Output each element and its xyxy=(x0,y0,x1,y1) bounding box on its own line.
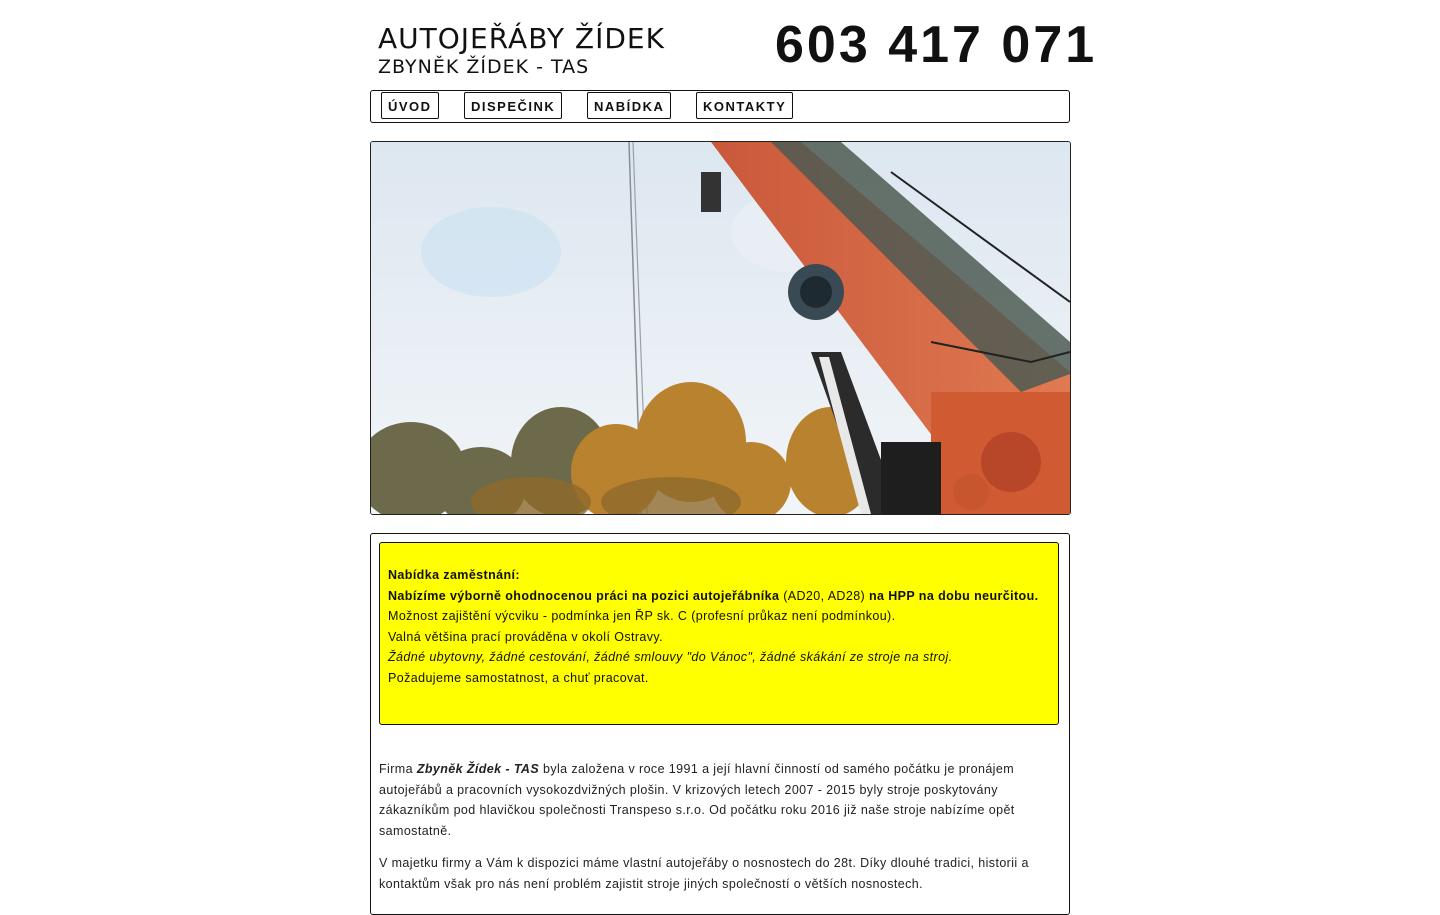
notice-offer-line xyxy=(388,586,1050,607)
about-paragraph-1 xyxy=(379,759,1061,841)
phone-number[interactable]: 603 417 071 xyxy=(775,16,1098,74)
page-wrapper xyxy=(370,0,1098,891)
main-content xyxy=(370,533,1070,915)
notice-conditions-line: Žádné ubytovny, žádné cestování, žádné smlouvy "do Vánoc", žádné skákání ze stroje na stroj. xyxy=(388,650,953,664)
about-paragraph-2: V majetku firmy a Vám k dispozici máme vlastní autojeřáby o nosnostech do 28t. Díky dlouhé tradici, historii a kontaktům však pro nás není problém zajistit stroje jiných společností o větších nosnostech. xyxy=(379,856,1029,891)
site-logo[interactable] xyxy=(378,24,665,78)
notice-location-line: Valná většina prací prováděna v okolí Ostravy. xyxy=(388,629,664,644)
nav-item-dispecink[interactable]: DISPEČINK xyxy=(464,92,562,119)
crane-photo-illustration xyxy=(371,142,1070,514)
notice-offer-normal: (AD20, AD28) xyxy=(779,588,869,603)
logo-title: AUTOJEŘÁBY ŽÍDEK xyxy=(378,22,665,55)
notice-offer-bold-b: na HPP na dobu neurčitou. xyxy=(869,588,1039,603)
about-company-name: Zbyněk Žídek - TAS xyxy=(416,762,540,776)
notice-requirements-line: Požadujeme samostatnost, a chuť pracovat. xyxy=(388,670,649,685)
notice-training-line: Možnost zajištění výcviku - podmínka jen ŘP sk. C (profesní průkaz není podmínkou). xyxy=(388,609,896,623)
nav-item-nabidka[interactable]: NABÍDKA xyxy=(587,92,671,119)
about-p1-text: byla založena v roce 1991 a její hlavní činností od samého počátku je pronájem autojeřábů a pracovních vysokozdvižných plošin. V krizových letech 2007 - 2015 byly stroje poskytovány zákazníkům pod hlavičkou společnosti Transpeso s.r.o. Od počátku roku 2016 již naše stroje nabízíme opět samostatně. xyxy=(379,762,1015,838)
nav-item-uvod[interactable]: ÚVOD xyxy=(381,92,439,119)
site-header xyxy=(370,0,1098,90)
job-offer-notice xyxy=(379,542,1059,725)
notice-heading: Nabídka zaměstnání: xyxy=(388,568,520,582)
nav-item-kontakty[interactable]: KONTAKTY xyxy=(696,92,793,119)
hero-image xyxy=(370,141,1071,515)
logo-subtitle: ZBYNĚK ŽÍDEK - TAS xyxy=(378,56,590,78)
notice-offer-bold-a: Nabízíme výborně ohodnocenou práci na pozici autojeřábníka xyxy=(388,588,780,603)
main-navigation xyxy=(370,90,1070,123)
about-p1-prefix: Firma xyxy=(379,762,417,776)
